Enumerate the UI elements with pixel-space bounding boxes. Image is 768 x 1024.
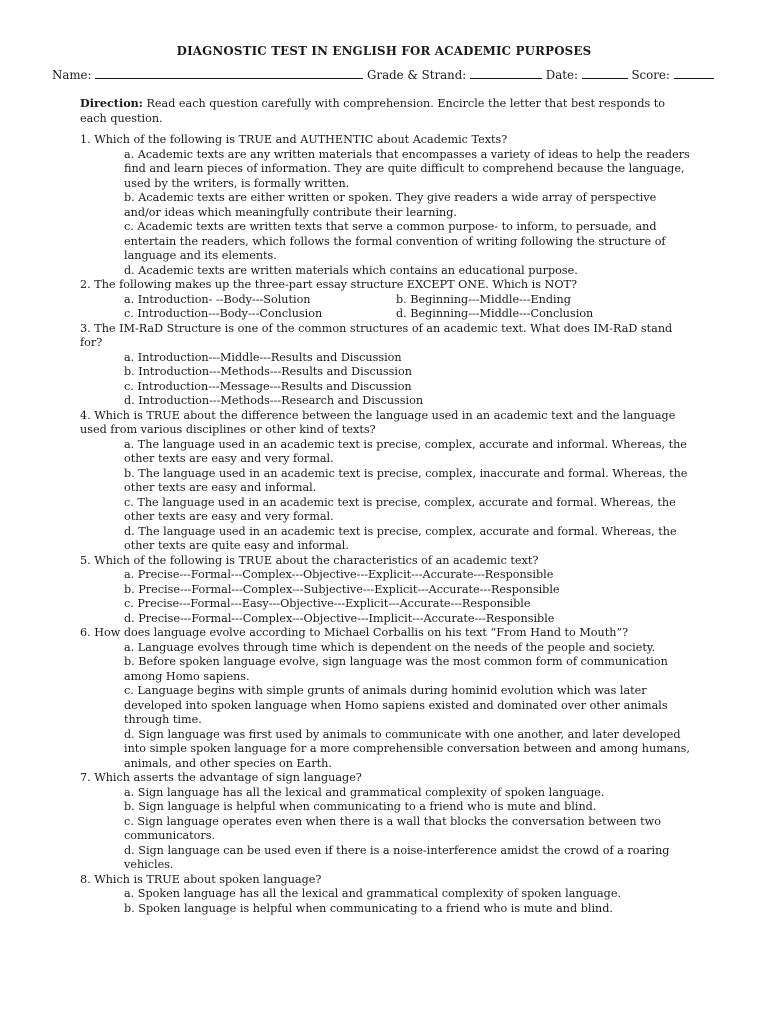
question-stem: 1. Which of the following is TRUE and AUTHENTIC about Academic Texts? [80,133,508,146]
question-item [80,626,692,771]
answer-option[interactable]: b. Spoken language is helpful when communicating to a friend who is mute and blind. [124,901,613,915]
question-item [80,409,692,554]
answer-option-row [80,307,692,322]
direction-text: Read each question carefully with comprehension. Encircle the letter that best responds to each question. [80,97,666,125]
question-item [80,554,692,627]
answer-option[interactable]: a. Introduction- --Body---Solution [124,292,311,306]
question-item [80,771,692,873]
question-stem: 8. Which is TRUE about spoken language? [80,872,322,886]
answer-option[interactable]: b. Introduction---Methods---Results and Discussion [124,365,412,378]
answer-option[interactable]: c. Sign language operates even when there is a wall that blocks the conversation between two communicators. [124,814,661,842]
answer-option[interactable]: b. The language used in an academic text is precise, complex, inaccurate and formal. Whereas, the other texts are easy and informal. [124,466,688,494]
answer-option[interactable]: d. Introduction---Methods---Research and Discussion [124,394,424,407]
grade-blank[interactable] [470,68,542,79]
answer-option[interactable]: c. Academic texts are written texts that serve a common purpose- to inform, to persuade, and entertain the readers, which follows the formal convention of writing following the structure of language and its elements. [124,220,666,262]
answer-option[interactable]: b. Precise---Formal---Complex---Subjective---Explicit---Accurate---Responsible [124,582,560,596]
question-stem: 5. Which of the following is TRUE about the characteristics of an academic text? [80,553,539,567]
question-list [80,133,692,916]
answer-option[interactable]: b. Beginning---Middle---Ending [396,292,571,306]
question-item [80,322,692,409]
answer-option[interactable]: a. Precise---Formal---Complex---Objective---Explicit---Accurate---Responsible [124,568,554,581]
question-stem: 4. Which is TRUE about the difference between the language used in an academic text and the language used from various disciplines or other kind of texts? [80,408,676,436]
name-blank[interactable] [95,68,363,79]
answer-option[interactable]: d. Sign language was first used by animals to communicate with one another, and later developed into simple spoken language for a more comprehensible conversation between and among humans, animals, and other species on Earth. [124,727,690,770]
direction-label: Direction: [80,96,143,110]
answer-option[interactable]: d. The language used in an academic text is precise, complex, accurate and formal. Whereas, the other texts are quite easy and informal. [124,524,677,552]
answer-option[interactable]: c. Introduction---Body---Conclusion [124,307,323,320]
answer-option[interactable]: a. Academic texts are any written materials that encompasses a variety of ideas to help the readers find and learn pieces of information. They are quite difficult to comprehend because the language, used by the writers, is formally written. [124,147,690,190]
directions [80,96,680,126]
page-title: DIAGNOSTIC TEST IN ENGLISH FOR ACADEMIC PURPOSES [176,44,592,58]
answer-option[interactable]: d. Academic texts are written materials which contains an educational purpose. [124,263,578,277]
answer-option[interactable]: b. Sign language is helpful when communicating to a friend who is mute and blind. [124,800,597,813]
question-stem: 7. Which asserts the advantage of sign language? [80,771,362,784]
answer-option[interactable]: d. Sign language can be used even if there is a noise-interference amidst the crowd of a roaring vehicles. [124,843,670,871]
question-stem: 3. The IM-RaD Structure is one of the common structures of an academic text. What does IM-RaD stand for? [80,321,673,349]
answer-option[interactable]: c. Introduction---Message---Results and Discussion [124,379,412,393]
question-item [80,133,692,278]
answer-option[interactable]: c. Precise---Formal---Easy---Objective---Explicit---Accurate---Responsible [124,597,531,610]
question-stem: 2. The following makes up the three-part essay structure EXCEPT ONE. Which is NOT? [80,278,577,291]
answer-option[interactable]: c. The language used in an academic text is precise, complex, accurate and formal. Whereas, the other texts are easy and very formal. [124,495,676,523]
answer-option[interactable]: b. Before spoken language evolve, sign language was the most common form of communication among Homo sapiens. [124,655,668,683]
question-item [80,873,692,917]
date-label: Date: [545,68,578,82]
score-label: Score: [631,68,670,82]
question-stem: 6. How does language evolve according to Michael Corballis on his text “From Hand to Mouth”? [80,626,629,639]
answer-option[interactable]: a. Sign language has all the lexical and grammatical complexity of spoken language. [124,785,605,799]
answer-option[interactable]: a. Introduction---Middle---Results and Discussion [124,350,402,364]
answer-option[interactable]: c. Language begins with simple grunts of animals during hominid evolution which was later developed into spoken language when Homo sapiens existed and dominated over other animals through time. [124,684,668,726]
question-item [80,278,692,322]
score-blank[interactable] [674,68,714,79]
answer-option-row [80,293,692,308]
student-info-line [52,68,722,83]
answer-option[interactable]: a. The language used in an academic text is precise, complex, accurate and informal. Whereas, the other texts are easy and very formal. [124,437,687,465]
grade-label: Grade & Strand: [367,68,467,82]
name-label: Name: [52,68,92,82]
date-blank[interactable] [582,68,628,79]
answer-option[interactable]: b. Academic texts are either written or spoken. They give readers a wide array of perspective and/or ideas which meaningfully contribute their learning. [124,191,657,219]
answer-option[interactable]: a. Language evolves through time which is dependent on the needs of the people and society. [124,640,656,654]
answer-option[interactable]: d. Beginning---Middle---Conclusion [396,307,594,320]
answer-option[interactable]: a. Spoken language has all the lexical and grammatical complexity of spoken language. [124,887,622,900]
answer-option[interactable]: d. Precise---Formal---Complex---Objective---Implicit---Accurate---Responsible [124,611,555,625]
